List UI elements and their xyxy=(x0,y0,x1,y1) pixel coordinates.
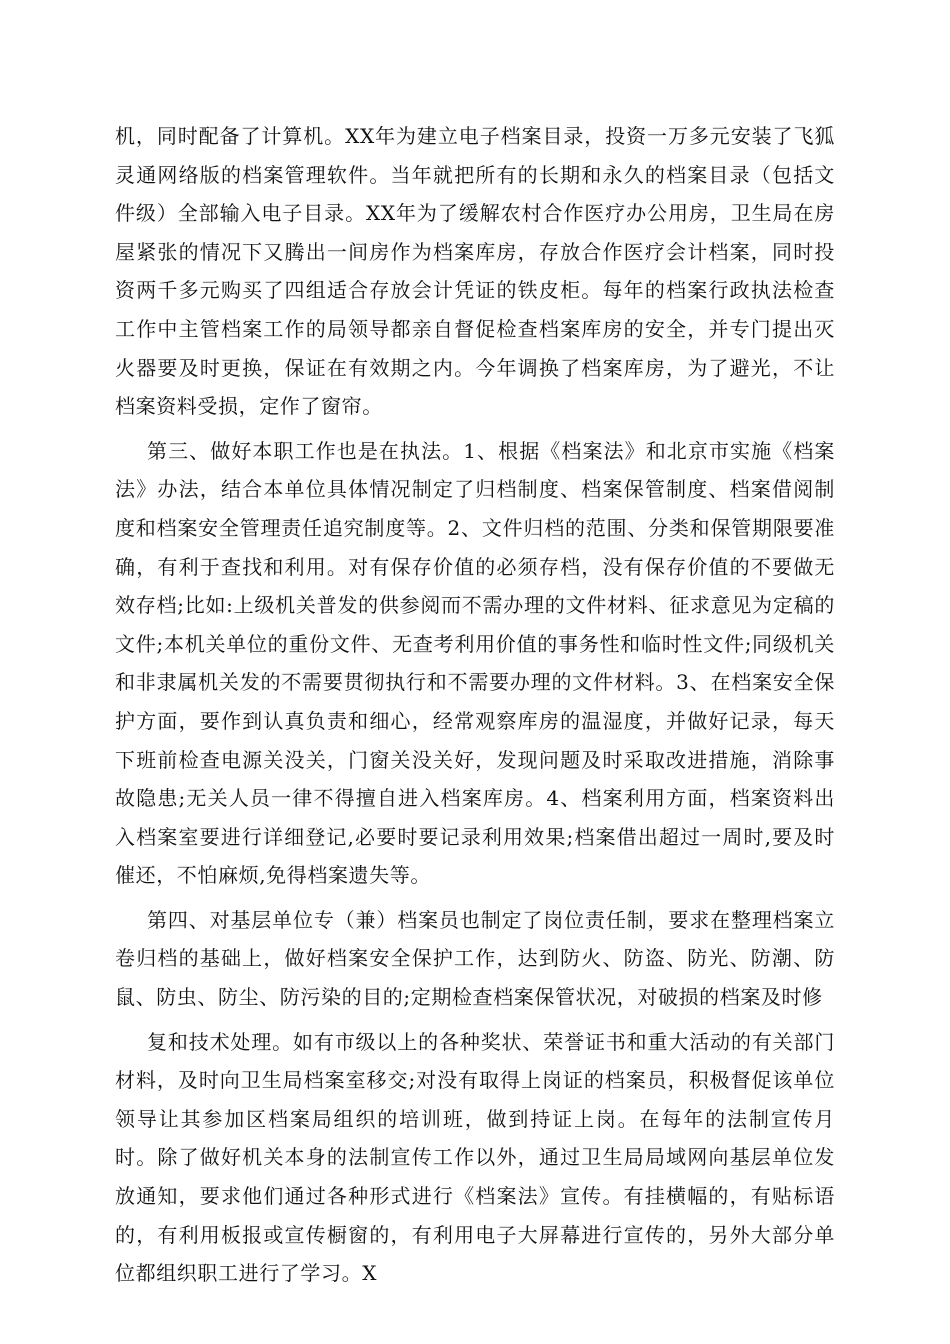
paragraph-section-four: 第四、对基层单位专（兼）档案员也制定了岗位责任制，要求在整理档案立卷归档的基础上，做好档案安全保护工作，达到防火、防盗、防光、防潮、防鼠、防虫、防尘、防污染的目的;定期检查档案保管状况，对破损的档案及时修 xyxy=(115,907,835,1010)
paragraph-section-four-continued: 复和技术处理。如有市级以上的各种奖状、荣誉证书和重大活动的有关部门材料，及时向卫生局档案室移交;对没有取得上岗证的档案员，积极督促该单位领导让其参加区档案局组织的培训班，做到持证上岗。在每年的法制宣传月时。除了做好机关本身的法制宣传工作以外，通过卫生局局域网向基层单位发放通知，要求他们通过各种形式进行《档案法》宣传。有挂横幅的，有贴标语的，有利用板报或宣传橱窗的，有利用电子大屏幕进行宣传的，另外大部分单位都组织职工进行了学习。X xyxy=(115,1029,835,1286)
document-body xyxy=(115,117,835,1293)
paragraph-section-three: 第三、做好本职工作也是在执法。1、根据《档案法》和北京市实施《档案法》办法，结合本单位具体情况制定了归档制度、档案保管制度、档案借阅制度和档案安全管理责任追究制度等。2、文件归档的范围、分类和保管期限要准确，有利于查找和利用。对有保存价值的必须存档，没有保存价值的不要做无效存档;比如:上级机关普发的供参阅而不需办理的文件材料、征求意见为定稿的文件;本机关单位的重份文件、无查考利用价值的事务性和临时性文件;同级机关和非隶属机关发的不需要贯彻执行和不需要办理的文件材料。3、在档案安全保护方面，要作到认真负责和细心，经常观察库房的温湿度，并做好记录，每天下班前检查电源关没关，门窗关没关好，发现问题及时采取改进措施，消除事故隐患;无关人员一律不得擅自进入档案库房。4、档案利用方面，档案资料出入档案室要进行详细登记,必要时要记录利用效果;档案借出超过一周时,要及时催还，不怕麻烦,免得档案遗失等。 xyxy=(115,438,835,888)
paragraph-continuation: 机，同时配备了计算机。XX年为建立电子档案目录，投资一万多元安装了飞狐灵通网络版的档案管理软件。当年就把所有的长期和永久的档案目录（包括文件级）全部输入电子目录。XX年为了缓解农村合作医疗办公用房，卫生局在房屋紧张的情况下又腾出一间房作为档案库房，存放合作医疗会计档案，同时投资两千多元购买了四组适合存放会计凭证的铁皮柜。每年的档案行政执法检查工作中主管档案工作的局领导都亲自督促检查档案库房的安全，并专门提出灭火器要及时更换，保证在有效期之内。今年调换了档案库房，为了避光，不让档案资料受损，定作了窗帘。 xyxy=(115,124,835,419)
